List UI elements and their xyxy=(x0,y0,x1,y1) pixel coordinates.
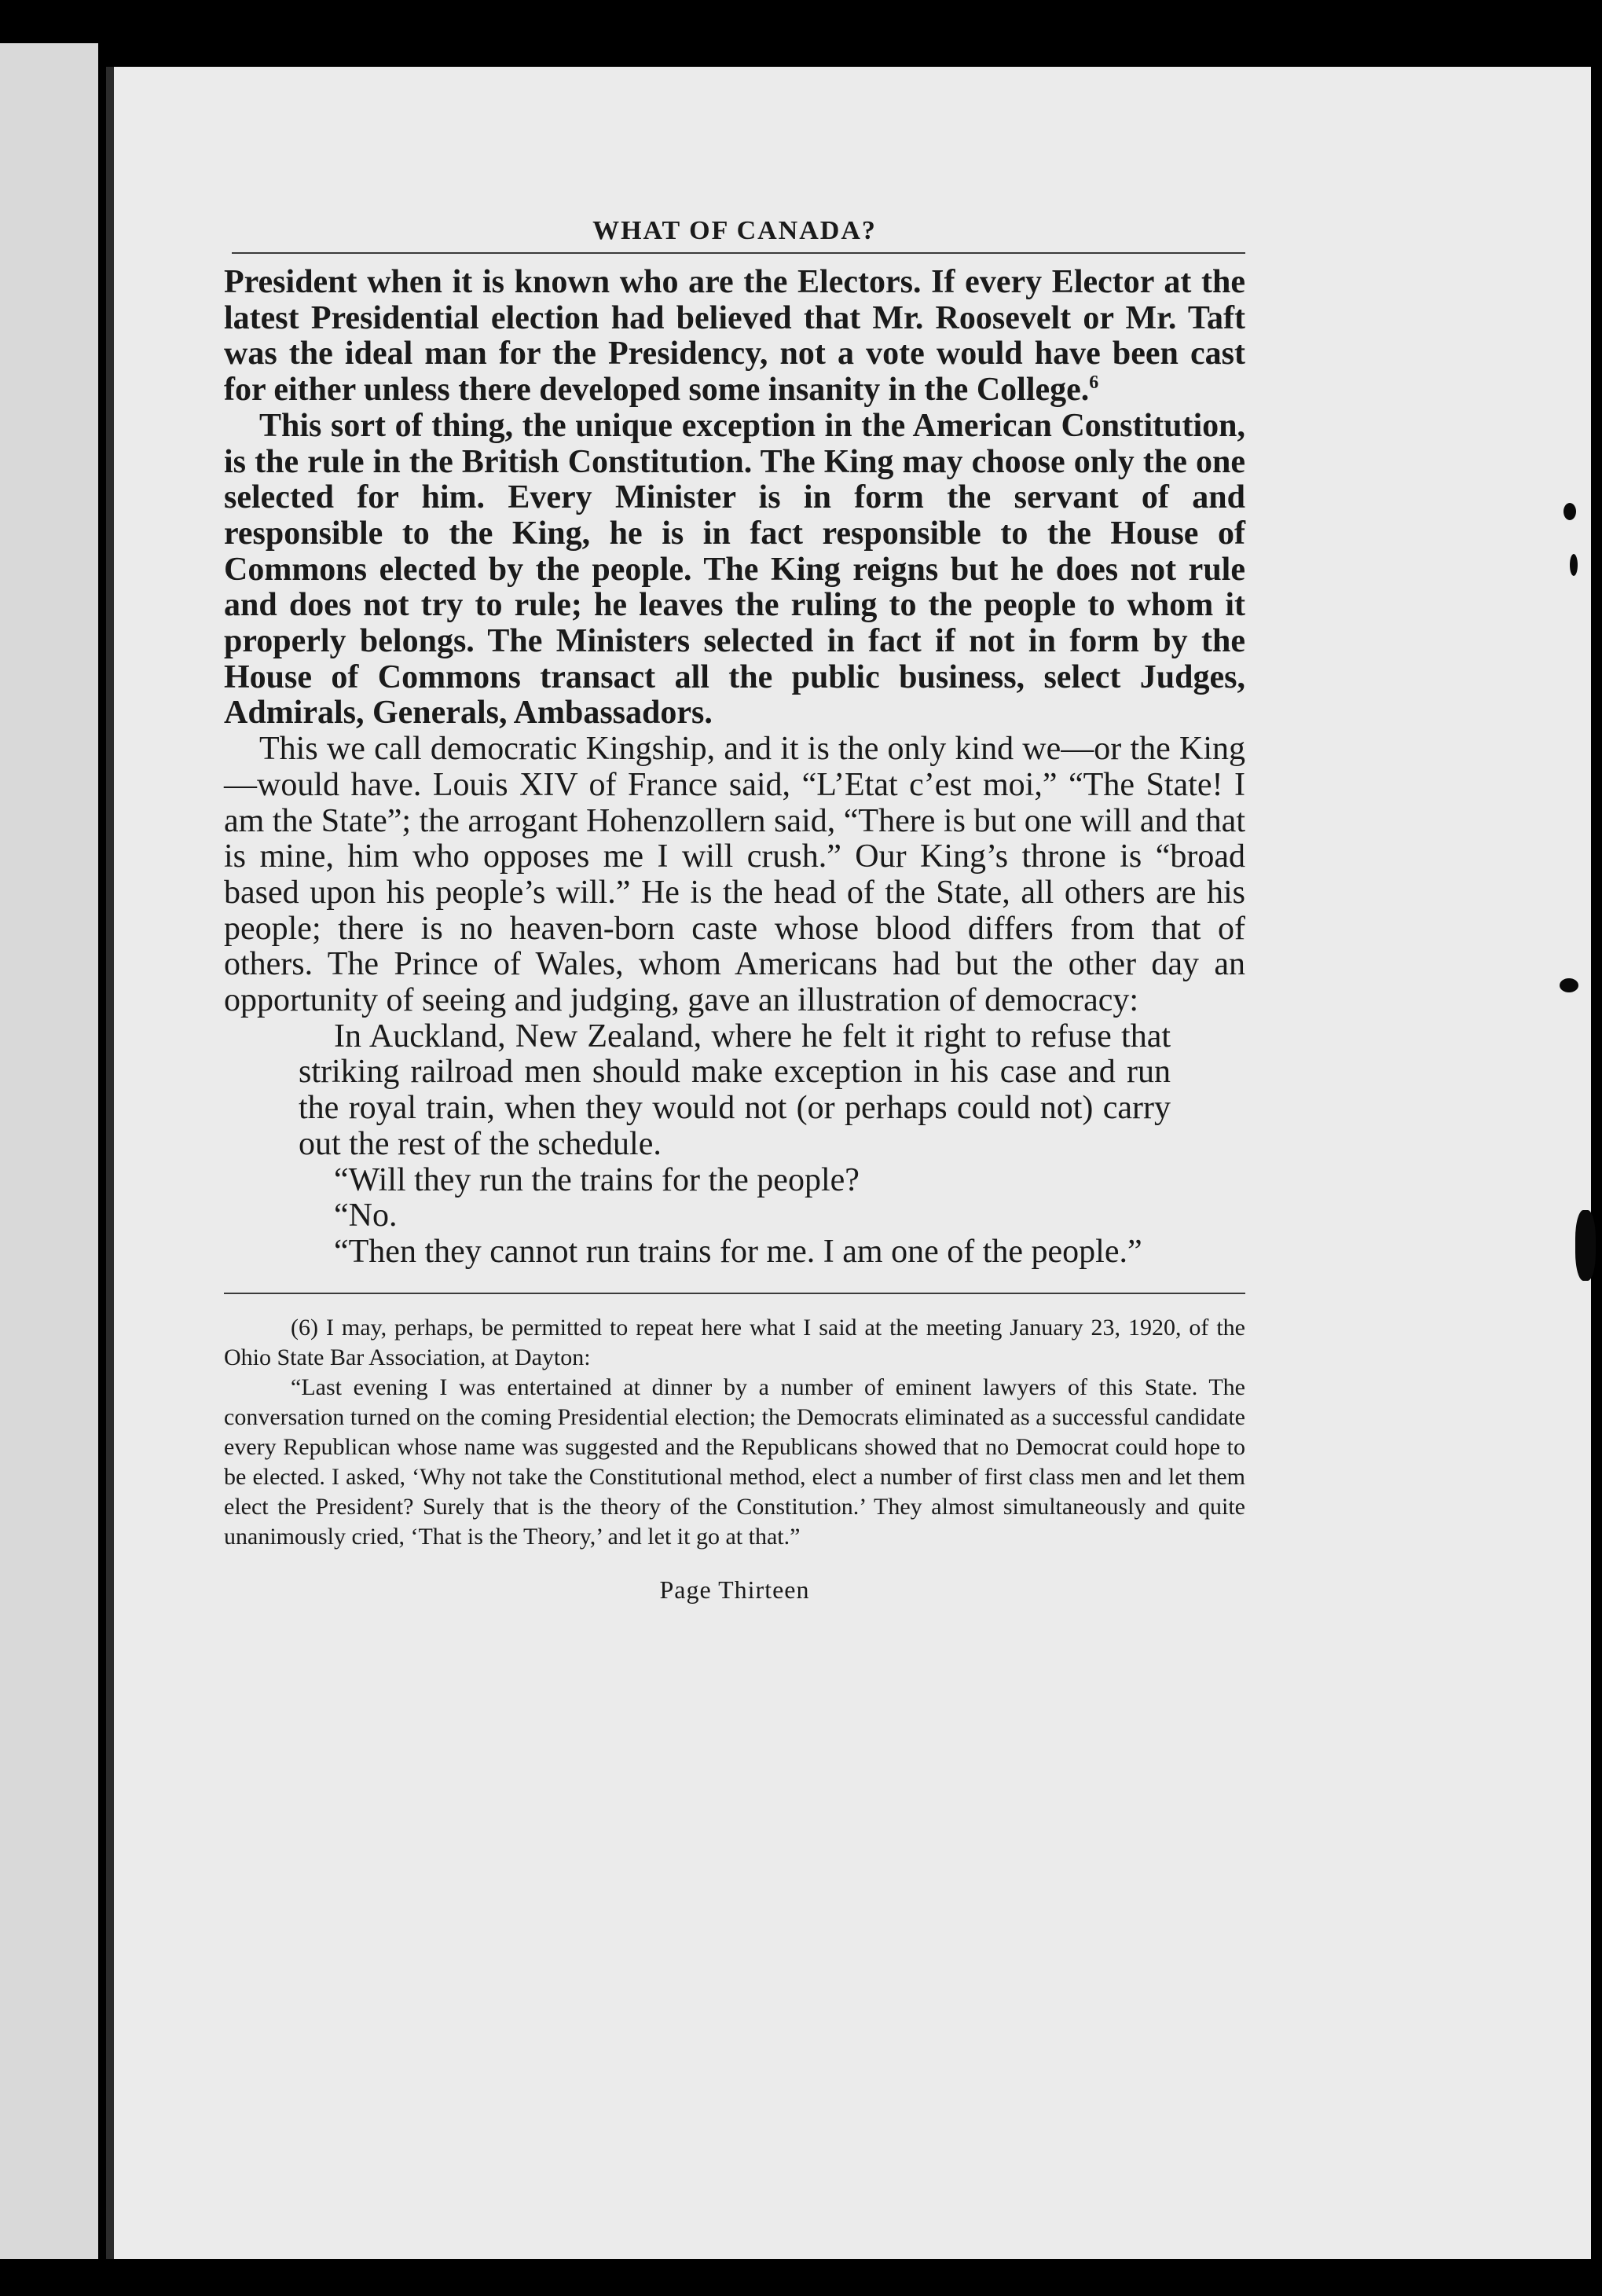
footnote-intro xyxy=(224,1313,1245,1373)
paragraph-electors-text: President when it is known who are the Electors. If every Elector at the latest Presidential election had believed that Mr. Roosevelt or Mr. Taft was the ideal man for the Presidency, not a vote would have been cast for either unless there developed some insanity in the College. xyxy=(224,264,1245,409)
regular-body-section xyxy=(224,732,1245,1019)
quote-reply: “Then they cannot run trains for me. I am one of the people.” xyxy=(334,1233,1142,1270)
paragraph-democratic-kingship: This we call democratic Kingship, and it is the only kind we—or the King—would have. Louis XIV of France said, “L’Etat c’est moi,” “The State! I am the State”; the arrogant Hohenzollern said, “There is but one will and that is mine, him who opposes me I will crush.” Our King’s throne is “broad based upon his people’s will.” He is the head of the State, all others are his people; there is no heaven-born caste whose blood differs from that of others. The Prince of Wales, whom Americans had but the other day an opportunity of seeing and judging, gave an illustration of democracy: xyxy=(224,731,1245,1019)
paragraph-electors xyxy=(224,265,1245,409)
footnote-quote: “Last evening I was entertained at dinner by a number of eminent lawyers of this State. The conversation turned on the coming Presidential election; the Democrats eliminated as a successful candidate every Republican whose name was suggested and the Republicans showed that no Democrat could hope to be elected. I asked, ‘Why not take the Constitutional method, elect a number of first class men and let them elect the President? Surely that is the theory of the Constitution.’ They almost simultaneously and quite unanimously cried, ‘That is the Theory,’ and let it go at that.” xyxy=(224,1374,1245,1550)
scan-speck xyxy=(1564,503,1576,520)
running-title: WHAT OF CANADA? xyxy=(592,216,877,245)
footnote-reference: 6 xyxy=(1089,372,1099,394)
page-number: Page Thirteen xyxy=(659,1575,810,1604)
block-quote xyxy=(299,1019,1171,1271)
footnote-intro-text: I may, perhaps, be permitted to repeat here what I said at the meeting January 23, 1920, of the Ohio State Bar Association, at Dayton: xyxy=(224,1314,1246,1370)
footnote-marker: (6) xyxy=(291,1314,318,1341)
quote-answer: “No. xyxy=(334,1198,398,1234)
paragraph-british-constitution: This sort of thing, the unique exception in the American Constitution, is the rule in the British Constitution. The King may choose only the one selected for him. Every Minister is in form the servant of and responsible to the King, he is in fact responsible to the House of Commons elected by the people. The King reigns but he does not rule and does not try to rule; he leaves the ruling to the people to whom it properly belongs. The Ministers selected in fact if not in form by the House of Commons transact all the public business, select Judges, Admirals, Generals, Ambassadors. xyxy=(224,407,1245,732)
footnote-rule xyxy=(224,1293,1245,1294)
page-content xyxy=(224,216,1245,1605)
footnote xyxy=(224,1313,1245,1552)
quote-question: “Will they run the trains for the people? xyxy=(334,1161,860,1198)
scan-speck xyxy=(1570,554,1578,576)
scan-speck xyxy=(1575,1210,1596,1281)
bold-body-section xyxy=(224,265,1245,732)
quote-auckland: In Auckland, New Zealand, where he felt it right to refuse that striking railroad men should make exception in his case and run the royal train, when they would not (or perhaps could not) carry out the rest of the schedule. xyxy=(299,1018,1171,1162)
scan-speck xyxy=(1560,978,1578,992)
facing-page-edge xyxy=(0,43,98,2259)
header-rule xyxy=(232,252,1245,254)
